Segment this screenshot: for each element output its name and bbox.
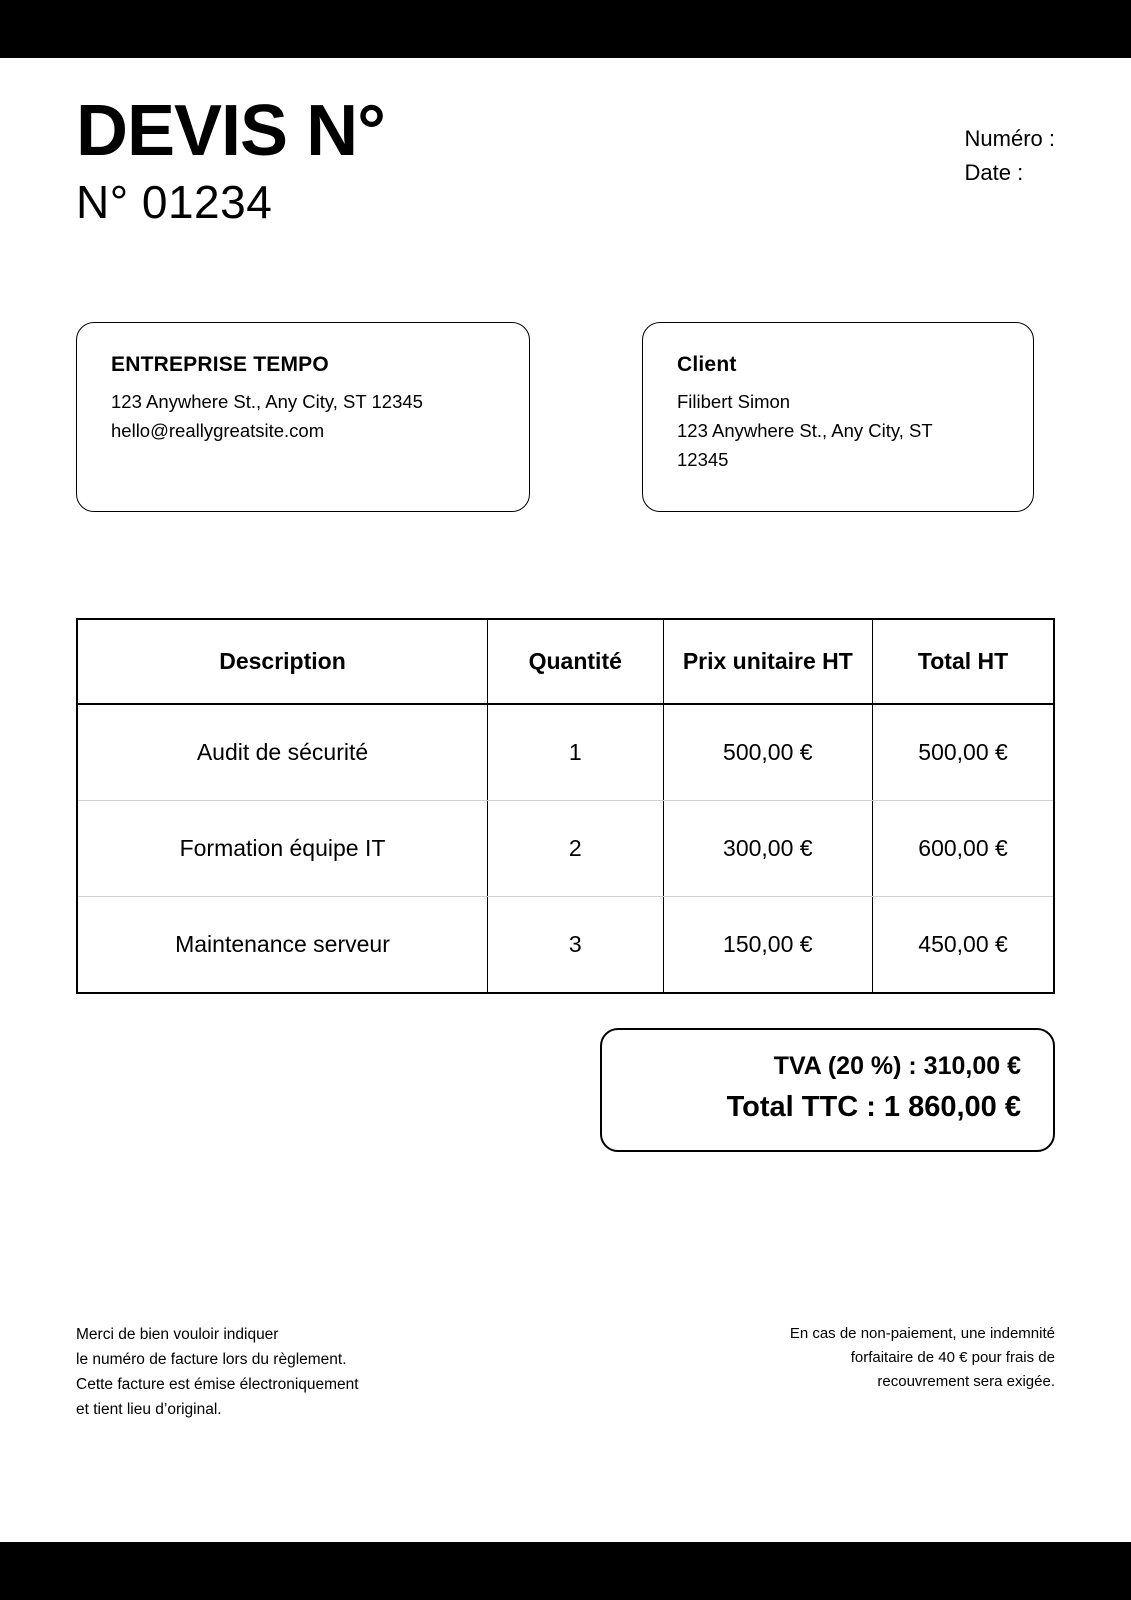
bottom-black-bar [0, 1542, 1131, 1600]
sender-name: ENTREPRISE TEMPO [111, 352, 329, 376]
client-address-line1: 123 Anywhere St., Any City, ST [677, 420, 933, 442]
payment-note-line: le numéro de facture lors du règlement. [76, 1351, 347, 1368]
top-black-bar [0, 0, 1131, 58]
document-number: N° 01234 [76, 175, 273, 228]
sender-card [76, 322, 530, 512]
totals-box [600, 1028, 1055, 1152]
cell-total: 450,00 € [918, 930, 1008, 957]
meta-numero-label: Numéro : [964, 126, 1055, 151]
table-row [78, 896, 1053, 992]
penalty-note-line: En cas de non-paiement, une indemnité [789, 1324, 1055, 1342]
page-title: DEVIS N° [76, 91, 385, 171]
cell-total: 600,00 € [873, 800, 1053, 896]
column-header-quantity: Quantité [488, 620, 664, 704]
document-header [76, 58, 1055, 226]
cell-description: Maintenance serveur [78, 896, 488, 992]
cell-quantity: 1 [488, 704, 664, 801]
title-block [76, 91, 385, 228]
total-tva: TVA (20 %) : 310,00 € [773, 1051, 1021, 1080]
penalty-note-line: recouvrement sera exigée. [877, 1373, 1055, 1391]
table-header-row [78, 620, 1053, 704]
cell-total: 500,00 € [873, 704, 1053, 801]
sender-address: 123 Anywhere St., Any City, ST 12345 [111, 390, 423, 412]
sender-email: hello@reallygreatsite.com [111, 420, 325, 442]
penalty-note [790, 1322, 1055, 1395]
cell-description: Formation équipe IT [78, 800, 488, 896]
column-header-total: Total HT [873, 620, 1053, 704]
cell-unit-price: 500,00 € [663, 704, 873, 801]
cell-unit-price: 300,00 € [663, 800, 873, 896]
cell-description: Audit de sécurité [78, 704, 488, 801]
column-header-description: Description [78, 620, 488, 704]
cell-quantity: 2 [488, 800, 664, 896]
cell-unit-price: 150,00 € [663, 896, 873, 992]
payment-note-line: Merci de bien vouloir indiquer [76, 1325, 279, 1343]
client-name: Filibert Simon [677, 390, 791, 412]
client-heading: Client [677, 352, 737, 376]
cell-quantity: 3 [488, 896, 664, 992]
total-ttc: Total TTC : 1 860,00 € [726, 1090, 1021, 1123]
line-items-table [76, 618, 1055, 994]
document-meta [965, 122, 1055, 190]
column-header-unit-price: Prix unitaire HT [663, 620, 873, 704]
table-row [78, 800, 1053, 896]
footer-notes [76, 1322, 1055, 1422]
meta-date-label: Date : [964, 160, 1024, 186]
address-cards [76, 322, 1055, 512]
document-content [0, 58, 1131, 1542]
totals-row [76, 1028, 1055, 1152]
table-row [78, 704, 1053, 801]
client-card [642, 322, 1034, 512]
payment-note-line: Cette facture est émise électroniquement [76, 1376, 359, 1394]
client-address-line2: 12345 [677, 449, 729, 471]
payment-note [76, 1322, 359, 1422]
payment-note-line: et tient lieu d’original. [76, 1401, 222, 1419]
penalty-note-line: forfaitaire de 40 € pour frais de [850, 1349, 1055, 1367]
